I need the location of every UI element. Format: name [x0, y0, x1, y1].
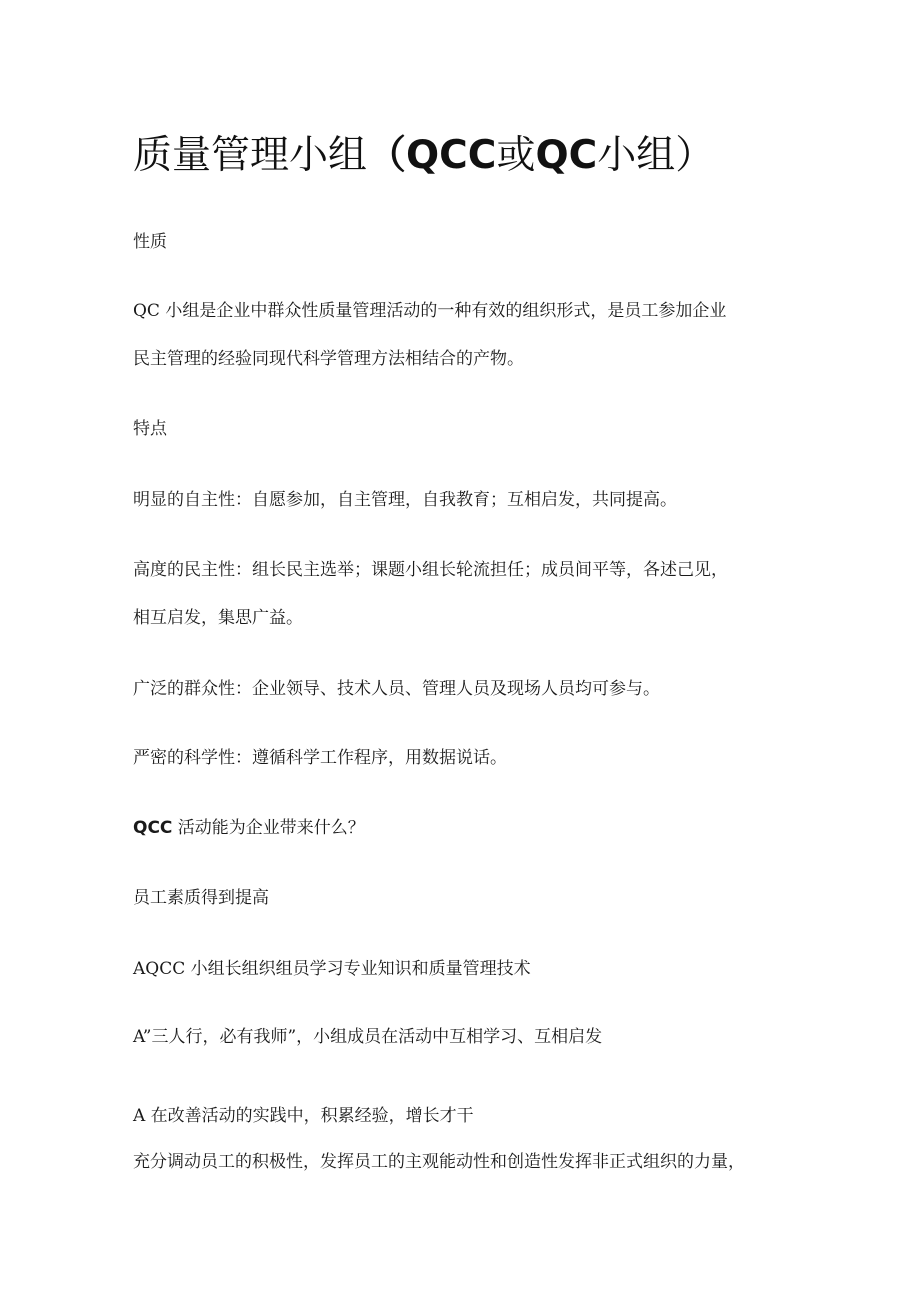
paragraph-line: 高度的民主性：组长民主选举；课题小组长轮流担任；成员间平等，各述己见， — [133, 560, 728, 580]
paragraph-line: A”三人行，必有我师”，小组成员在活动中互相学习、互相启发 — [133, 1027, 603, 1047]
qcc-question-text: 活动能为企业带来什么？ — [172, 818, 365, 838]
paragraph-line: 严密的科学性：遵循科学工作程序，用数据说话。 — [133, 748, 507, 768]
qcc-question — [133, 814, 853, 842]
paragraph-line: 广泛的群众性：企业领导、技术人员、管理人员及现场人员均可参与。 — [133, 679, 660, 699]
paragraph-line: QC 小组是企业中群众性质量管理活动的一种有效的组织形式，是员工参加企业 — [133, 301, 727, 321]
section-heading-features: 特点 — [133, 419, 167, 439]
paragraph-line: 员工素质得到提高 — [133, 888, 269, 908]
paragraph-line: 充分调动员工的积极性，发挥员工的主观能动性和创造性发挥非正式组织的力量， — [133, 1152, 745, 1172]
qcc-question-abbr: QCC — [133, 818, 173, 838]
paragraph-line: AQCC 小组长组织组员学习专业知识和质量管理技术 — [133, 959, 531, 979]
document-title — [133, 128, 893, 184]
paragraph-line: 明显的自主性：自愿参加，自主管理，自我教育；互相启发，共同提高。 — [133, 490, 677, 510]
title-part-cn: 质量管理小组 — [133, 133, 368, 178]
title-part-or: 或 — [496, 133, 536, 178]
title-part-qc: QC — [535, 133, 598, 178]
paragraph-line: 民主管理的经验同现代科学管理方法相结合的产物。 — [133, 349, 524, 369]
title-close-paren: ） — [675, 133, 715, 178]
title-part-group: 小组 — [597, 133, 676, 178]
section-heading-nature: 性质 — [133, 232, 167, 252]
title-part-qcc: QCC — [406, 133, 497, 178]
paragraph-line: A 在改善活动的实践中，积累经验，增长才干 — [133, 1106, 474, 1126]
paragraph-line: 相互启发，集思广益。 — [133, 608, 303, 628]
title-open-paren: （ — [367, 133, 407, 178]
